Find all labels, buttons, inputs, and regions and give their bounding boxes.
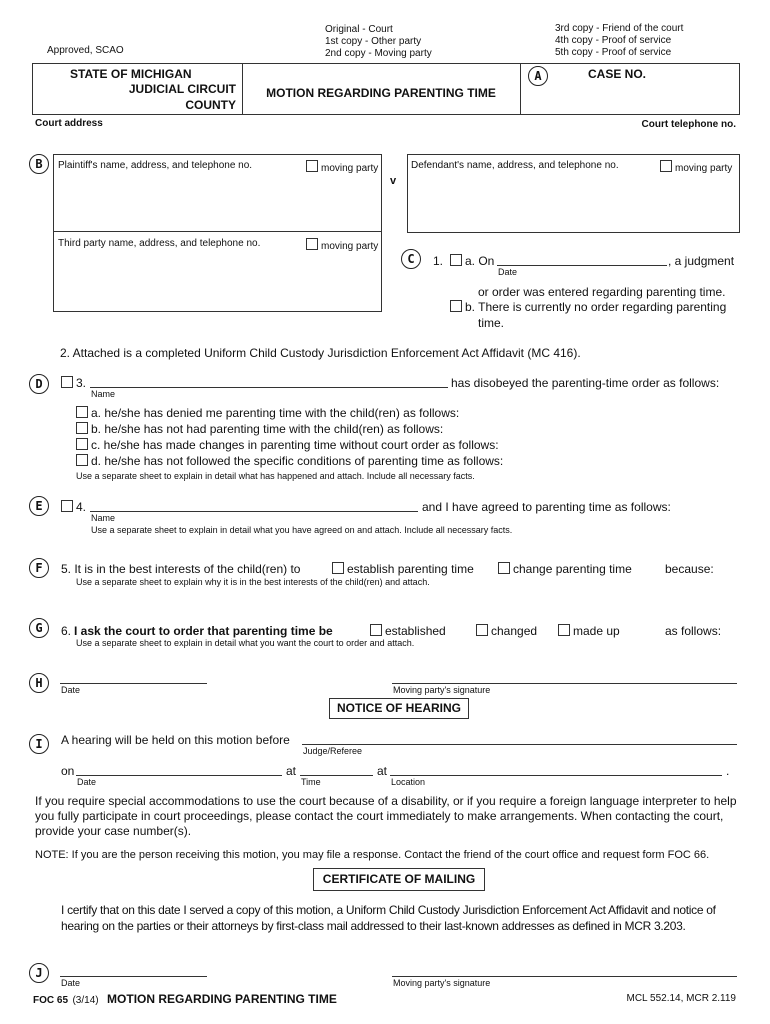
third-party-moving-checkbox[interactable]: moving party — [306, 238, 378, 252]
notice-of-hearing-title: NOTICE OF HEARING — [329, 698, 469, 719]
judge-caption: Judge/Referee — [303, 746, 363, 756]
on-label: on — [61, 764, 75, 778]
item-6-number: 6. — [61, 624, 72, 638]
court-address-label: Court address — [35, 118, 103, 129]
item-3-checkbox[interactable]: 3. — [61, 376, 86, 390]
item-4-note: Use a separate sheet to explain in detail what you have agreed on and attach. Include all necessary facts. — [91, 525, 513, 535]
hearing-time-field[interactable] — [300, 775, 373, 776]
motion-date-field[interactable] — [60, 683, 207, 684]
item-4-checkbox[interactable]: 4. — [61, 500, 86, 514]
date-caption: Date — [61, 685, 81, 695]
footer-form-id: FOC 65 (3/14) MOTION REGARDING PARENTING TIME — [33, 992, 337, 1006]
name-caption: Name — [91, 513, 116, 523]
checkbox-icon — [476, 624, 488, 636]
approved-label: Approved, SCAO — [47, 45, 124, 56]
item-5-note: Use a separate sheet to explain why it is in the best interests of the child(ren) and attach. — [76, 577, 430, 587]
item-3-note: Use a separate sheet to explain in detail what has happened and attach. Include all necessary facts. — [76, 471, 475, 481]
hearing-location-field[interactable] — [390, 775, 722, 776]
checkbox-icon — [76, 422, 88, 434]
response-note: NOTE: If you are the person receiving this motion, you may file a response. Contact the friend of the court office and request form FOC 66. — [35, 849, 710, 861]
item-1a-line2: or order was entered regarding parenting time. — [478, 285, 726, 299]
signature-caption: Moving party's signature — [393, 978, 491, 988]
period-mark: . — [726, 764, 730, 778]
footer-rules: MCL 552.14, MCR 2.119 — [626, 993, 736, 1004]
state-label: STATE OF MICHIGAN — [70, 67, 192, 81]
date-caption: Date — [77, 777, 97, 787]
establish-parenting-checkbox[interactable]: establish parenting time — [332, 562, 474, 576]
caption-divider-2 — [520, 63, 521, 114]
checkbox-icon — [450, 300, 462, 312]
item-2-text: 2. Attached is a completed Uniform Child Custody Jurisdiction Enforcement Act Affidavit (MC 416). — [60, 346, 581, 360]
item-3a-checkbox[interactable]: a. he/she has denied me parenting time with the child(ren) as follows: — [76, 406, 459, 420]
plaintiff-moving-checkbox[interactable]: moving party — [306, 160, 378, 174]
checkbox-icon — [558, 624, 570, 636]
plaintiff-label: Plaintiff's name, address, and telephone no. — [58, 160, 253, 171]
item-5-text: 5. It is in the best interests of the child(ren) to — [61, 562, 301, 576]
marker-a: A — [528, 66, 548, 86]
item-3d-checkbox[interactable]: d. he/she has not followed the specific conditions of parenting time as follows: — [76, 454, 503, 468]
as-follows-label: as follows: — [665, 624, 722, 638]
made-up-checkbox[interactable]: made up — [558, 624, 620, 638]
certificate-text: I certify that on this date I served a copy of this motion, a Uniform Child Custody Jurisdiction Enforcement Act Affidavit and notice of hearing on the parties or their attorneys by first-class mail addressed to their last-known addresses as defined in MCR 3.203. — [61, 903, 716, 933]
defendant-label: Defendant's name, address, and telephone no. — [411, 160, 619, 171]
at-label-2: at — [377, 764, 388, 778]
marker-e: E — [29, 496, 49, 516]
party-divider — [53, 231, 381, 232]
motion-signature-field[interactable] — [392, 683, 737, 684]
marker-g: G — [29, 618, 49, 638]
item-1-number: 1. — [433, 254, 444, 268]
marker-c: C — [401, 249, 421, 269]
item-3-name-field[interactable] — [90, 387, 448, 388]
marker-d: D — [29, 374, 49, 394]
item-1b-checkbox[interactable]: b. There is currently no order regarding parenting — [450, 300, 726, 314]
checkbox-icon — [306, 160, 318, 172]
hearing-date-field[interactable] — [76, 775, 282, 776]
checkbox-icon — [498, 562, 510, 574]
item-1a-tail: , a judgment — [668, 254, 735, 268]
checkbox-icon — [76, 454, 88, 466]
court-phone-label: Court telephone no. — [641, 119, 736, 130]
change-parenting-checkbox[interactable]: change parenting time — [498, 562, 632, 576]
marker-i: I — [29, 734, 49, 754]
accommodation-text: If you require special accommodations to use the court because of a disability, or if you require a foreign language interpreter to help you fully participate in court proceedings, please contact the court immediately to make arrangements. When contacting the court, provide your case number(s). — [35, 794, 737, 838]
date-caption: Date — [61, 978, 81, 988]
copy-distribution-left: Original - Court 1st copy - Other party 2nd copy - Moving party — [325, 24, 432, 59]
because-label: because: — [665, 562, 714, 576]
judgment-date-field[interactable] — [497, 265, 667, 266]
at-label-1: at — [286, 764, 297, 778]
checkbox-icon — [660, 160, 672, 172]
checkbox-icon — [332, 562, 344, 574]
location-caption: Location — [391, 777, 426, 787]
marker-j: J — [29, 963, 49, 983]
third-party-label: Third party name, address, and telephone no. — [58, 238, 261, 249]
checkbox-icon — [61, 500, 73, 512]
checkbox-icon — [306, 238, 318, 250]
name-caption: Name — [91, 389, 116, 399]
item-4-tail: and I have agreed to parenting time as follows: — [422, 500, 671, 514]
checkbox-icon — [450, 254, 462, 266]
copy-distribution-right: 3rd copy - Friend of the court 4th copy - Proof of service 5th copy - Proof of service — [555, 23, 684, 58]
item-1b-line2: time. — [478, 316, 505, 330]
checkbox-icon — [76, 438, 88, 450]
mailing-signature-field[interactable] — [392, 976, 737, 977]
time-caption: Time — [301, 777, 321, 787]
changed-checkbox[interactable]: changed — [476, 624, 537, 638]
marker-h: H — [29, 673, 49, 693]
item-3-tail: has disobeyed the parenting-time order as follows: — [451, 376, 720, 390]
marker-b: B — [29, 154, 49, 174]
signature-caption: Moving party's signature — [393, 685, 491, 695]
versus-label: v — [390, 175, 397, 187]
item-1a-checkbox[interactable]: a. On — [450, 254, 494, 268]
item-6-text: I ask the court to order that parenting time be — [74, 624, 333, 638]
mailing-date-field[interactable] — [60, 976, 207, 977]
item-3b-checkbox[interactable]: b. he/she has not had parenting time with the child(ren) as follows: — [76, 422, 443, 436]
marker-f: F — [29, 558, 49, 578]
county-label: COUNTY — [185, 98, 236, 112]
form-title: MOTION REGARDING PARENTING TIME — [266, 86, 496, 100]
judge-referee-field[interactable] — [302, 744, 737, 745]
court-label: JUDICIAL CIRCUIT — [128, 82, 236, 96]
checkbox-icon — [61, 376, 73, 388]
item-4-name-field[interactable] — [90, 511, 418, 512]
item-3c-checkbox[interactable]: c. he/she has made changes in parenting time without court order as follows: — [76, 438, 499, 452]
certificate-title: CERTIFICATE OF MAILING — [313, 868, 485, 891]
hearing-text: A hearing will be held on this motion before — [61, 733, 290, 747]
checkbox-icon — [370, 624, 382, 636]
date-caption: Date — [498, 267, 518, 277]
case-no-label: CASE NO. — [588, 67, 647, 81]
defendant-moving-checkbox[interactable]: moving party — [660, 160, 732, 174]
established-checkbox[interactable]: established — [370, 624, 446, 638]
item-6-note: Use a separate sheet to explain in detail what you want the court to order and attach. — [76, 638, 415, 648]
checkbox-icon — [76, 406, 88, 418]
plaintiff-box[interactable] — [53, 154, 382, 312]
